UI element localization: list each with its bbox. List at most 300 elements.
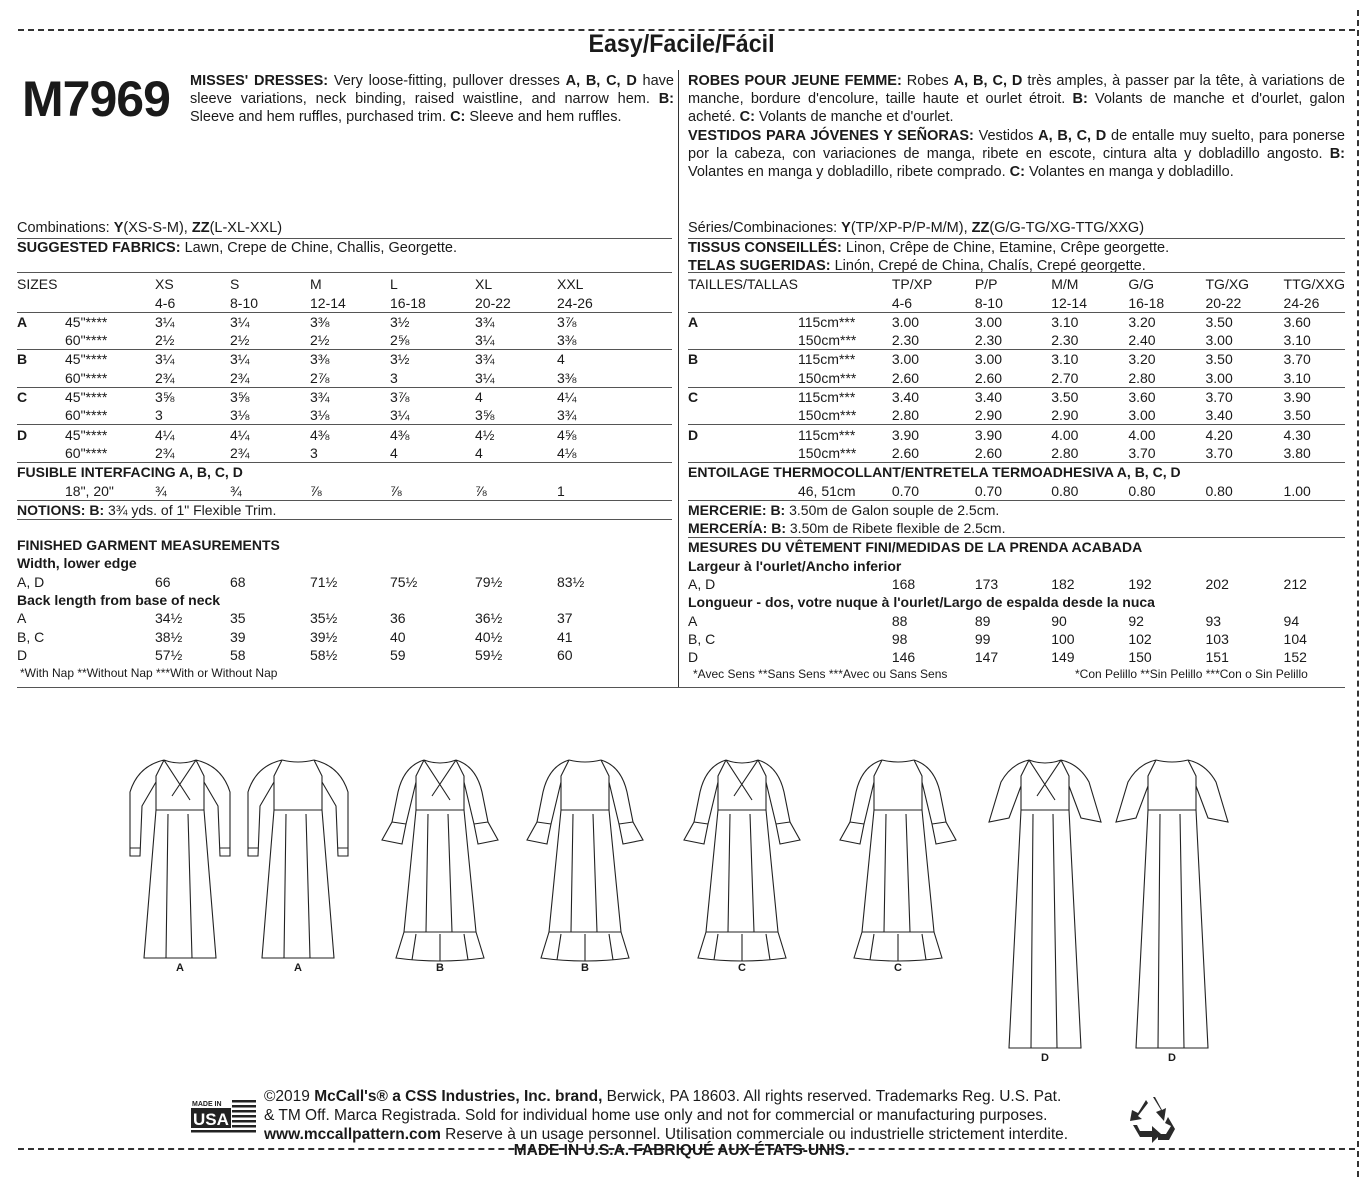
- table-cell: 2.30: [974, 332, 1003, 349]
- table-cell: 3¾: [557, 407, 577, 424]
- table-cell: 103: [1205, 630, 1229, 647]
- table-cell: 16-18: [390, 294, 426, 311]
- nap-legend-fr: *Avec Sens **Sans Sens ***Avec ou Sans Sens: [693, 667, 948, 681]
- table-cell: 3¼: [155, 350, 230, 369]
- table-cell: 3¼: [155, 312, 230, 331]
- back-length-row: [17, 646, 672, 664]
- table-cell: 89: [974, 612, 991, 629]
- table-cell: G/G: [1128, 276, 1155, 293]
- table-cell: 36½: [475, 610, 503, 627]
- table-cell: 115cm***: [798, 312, 892, 331]
- measurements-header: [17, 536, 672, 554]
- table-cell: 3⅝: [230, 387, 310, 406]
- table-cell: 45"****: [65, 425, 155, 444]
- table-cell: C: [688, 387, 798, 406]
- table-cell: 4⅜: [310, 425, 390, 444]
- table-cell: [688, 293, 798, 312]
- table-cell: 3.40: [1205, 407, 1233, 424]
- table-cell: 3.90: [975, 425, 1051, 444]
- table-cell: 1.00: [1283, 482, 1311, 499]
- table-cell: 20-22: [1205, 294, 1242, 311]
- table-cell: 3.70: [1205, 444, 1233, 461]
- table-cell: B: [17, 350, 65, 369]
- table-cell: 0.80: [1205, 482, 1233, 499]
- table-cell: 39: [230, 628, 246, 645]
- svg-text:MADE IN: MADE IN: [192, 1101, 222, 1108]
- table-cell: 3⅜: [557, 369, 577, 386]
- table-cell: 192: [1128, 576, 1152, 593]
- table-cell: 150: [1128, 649, 1152, 666]
- section-label: ENTOILAGE THERMOCOLLANT/ENTRETELA TERMOADHESIVA A, B, C, D: [688, 462, 1345, 481]
- notions-row: [17, 500, 672, 519]
- table-cell: [17, 368, 65, 387]
- table-cell: 3.50: [1283, 407, 1311, 424]
- table-cell: 168: [891, 576, 916, 593]
- table-cell: [798, 630, 892, 648]
- table-cell: 2.60: [891, 369, 920, 386]
- notions-row-fr: [688, 500, 1345, 519]
- difficulty-title: Easy/Facile/Fácil: [588, 30, 775, 58]
- garment-view-d-front: [985, 752, 1105, 1056]
- table-cell: 75½: [390, 573, 418, 590]
- table-cell: 60"****: [65, 407, 108, 424]
- table-cell: 3⅝: [155, 387, 230, 406]
- table-cell: XXL: [557, 276, 584, 293]
- table-cell: 4.00: [1128, 425, 1205, 444]
- dress-outline: [130, 760, 230, 958]
- table-cell: 46, 51cm: [797, 482, 856, 499]
- table-cell: 2½: [230, 332, 250, 349]
- table-cell: 3.60: [1128, 387, 1205, 406]
- dress-outline: [382, 760, 498, 961]
- section-label: MERCERIE: B: 3.50m de Galon souple de 2.5cm.: [688, 500, 1345, 519]
- table-cell: 16-18: [1128, 294, 1165, 311]
- table-cell: 0.80: [1128, 482, 1156, 499]
- cut-line-right: [1357, 10, 1359, 1177]
- table-cell: 3¼: [230, 312, 310, 331]
- table-cell: 2.80: [891, 407, 920, 424]
- width-label: [688, 556, 1345, 574]
- table-cell: 4: [557, 350, 672, 369]
- view-label: B: [436, 962, 444, 974]
- table-cell: 3.20: [1128, 312, 1205, 331]
- yardage-table-fr: [688, 275, 1345, 666]
- table-cell: 3.50: [1051, 387, 1128, 406]
- table-cell: 71½: [310, 573, 338, 590]
- column-divider: [678, 70, 679, 688]
- dress-outline: [989, 760, 1101, 1048]
- table-cell: 3⅛: [230, 407, 250, 424]
- table-cell: TTG/XXG: [1283, 276, 1345, 293]
- dress-outline: [248, 760, 348, 958]
- table-cell: 104: [1283, 630, 1307, 647]
- table-cell: 3: [155, 407, 163, 424]
- table-cell: 2½: [310, 332, 330, 349]
- view-label: D: [1168, 1052, 1176, 1064]
- table-cell: 0.70: [974, 482, 1003, 499]
- table-cell: 4: [390, 444, 398, 461]
- fabrics-en: SUGGESTED FABRICS: Lawn, Crepe de Chine, Challis, Georgette.: [17, 240, 458, 256]
- table-cell: 94: [1283, 612, 1300, 629]
- table-cell: 3: [310, 444, 318, 461]
- table-cell: 66: [155, 573, 171, 590]
- table-cell: 59½: [475, 646, 503, 663]
- table-cell: 102: [1128, 630, 1152, 647]
- fabrics-fr: TISSUS CONSEILLÉS: Linon, Crêpe de Chine, Etamine, Crêpe georgette.: [688, 240, 1170, 256]
- table-cell: 12-14: [1051, 294, 1087, 311]
- garment-view-a-back: [238, 752, 358, 966]
- table-cell: 3.40: [975, 387, 1051, 406]
- table-cell: 4-6: [891, 294, 913, 311]
- yardage-row: [688, 406, 1345, 425]
- table-cell: 3.00: [892, 350, 975, 369]
- garment-view-c-front: [682, 752, 802, 966]
- table-cell: 2.40: [1128, 332, 1156, 349]
- table-cell: 3.00: [892, 312, 975, 331]
- table-cell: 39½: [310, 628, 338, 645]
- combinations-fr: Séries/Combinaciones: Y(TP/XP-P/P-M/M), ZZ(G/G-TG/XG-TTG/XXG): [688, 220, 1145, 236]
- table-cell: 150cm***: [797, 332, 857, 349]
- sizes-header-row: [688, 275, 1345, 293]
- view-label: B: [581, 962, 589, 974]
- back-length-label: [688, 593, 1345, 611]
- garment-view-c-back: [838, 752, 958, 966]
- table-cell: 3⅝: [475, 407, 495, 424]
- pattern-number: M7969: [22, 71, 170, 127]
- table-cell: [65, 293, 155, 312]
- table-cell: 98: [891, 630, 908, 647]
- made-in-usa-badge: [188, 1097, 258, 1137]
- table-cell: 146: [891, 649, 916, 666]
- back-length-row: [688, 630, 1345, 648]
- table-cell: 2¾: [230, 444, 250, 461]
- table-cell: 3: [390, 369, 398, 386]
- table-cell: 20-22: [475, 294, 511, 311]
- section-label: Longueur - dos, votre nuque à l'ourlet/Largo de espalda desde la nuca: [688, 594, 1155, 611]
- table-cell: 4⅛: [557, 444, 577, 461]
- table-cell: 3.00: [975, 312, 1051, 331]
- table-cell: 2.80: [1051, 444, 1079, 461]
- table-cell: 45"****: [65, 350, 155, 369]
- table-cell: 2¾: [155, 369, 175, 386]
- table-cell: 152: [1283, 649, 1307, 666]
- table-cell: 150cm***: [797, 444, 857, 461]
- table-cell: [17, 481, 65, 500]
- yardage-row: [688, 444, 1345, 463]
- table-cell: 12-14: [310, 294, 346, 311]
- table-cell: 88: [891, 612, 908, 629]
- table-cell: [17, 406, 65, 425]
- table-cell: 2.60: [891, 444, 920, 461]
- table-cell: A: [688, 312, 798, 331]
- table-cell: 60"****: [65, 444, 108, 461]
- rule: [17, 687, 1345, 688]
- back-length-label: [17, 591, 672, 609]
- table-cell: 57½: [155, 646, 183, 663]
- table-cell: 3¼: [390, 407, 410, 424]
- table-cell: 2.80: [1128, 369, 1156, 386]
- table-cell: 58: [230, 646, 246, 663]
- table-cell: 4.20: [1206, 425, 1284, 444]
- table-cell: P/P: [974, 276, 998, 293]
- yardage-row: [17, 406, 672, 425]
- yardage-row: [688, 331, 1345, 350]
- table-cell: [798, 648, 892, 666]
- table-cell: 3.10: [1283, 369, 1311, 386]
- table-cell: 2.70: [1051, 369, 1079, 386]
- table-cell: 4⅜: [390, 425, 475, 444]
- interfacing-header: [688, 462, 1345, 481]
- table-cell: 2½: [155, 332, 175, 349]
- recycle-icon: [1128, 1095, 1178, 1143]
- table-cell: [688, 406, 798, 425]
- table-cell: 4.30: [1284, 425, 1345, 444]
- table-cell: [17, 331, 65, 350]
- table-cell: 3½: [390, 312, 475, 331]
- interfacing-row: [17, 481, 672, 500]
- table-cell: 2.30: [1051, 332, 1079, 349]
- table-cell: 8-10: [230, 294, 259, 311]
- fabrics-es: TELAS SUGERIDAS: Linón, Crepé de China, Chalís, Crepé georgette.: [688, 258, 1146, 274]
- table-cell: D: [17, 425, 65, 444]
- sizes-header-row: [17, 275, 672, 293]
- table-cell: 4⅝: [557, 425, 672, 444]
- table-cell: 60"****: [65, 369, 108, 386]
- table-cell: TP/XP: [891, 276, 933, 293]
- table-cell: 4¼: [557, 387, 672, 406]
- view-label: A: [176, 962, 184, 974]
- garment-view-d-back: [1112, 752, 1232, 1056]
- table-cell: 45"****: [65, 312, 155, 331]
- table-cell: S: [230, 276, 240, 293]
- table-cell: 150cm***: [797, 369, 857, 386]
- table-cell: 4¼: [155, 425, 230, 444]
- table-cell: 3¼: [475, 332, 495, 349]
- table-cell: 2⅞: [310, 369, 330, 386]
- rule: [688, 272, 1345, 273]
- section-label: Largeur à l'ourlet/Ancho inferior: [688, 557, 902, 574]
- interfacing-header: [17, 462, 672, 481]
- description-fr: ROBES POUR JEUNE FEMME: Robes A, B, C, D très amples, à passer par la tête, à variations de manche, bordure d'encolure, taille haute et ourlet étroit. B: Volants de manche et d'ourlet, galon acheté. C: Volants de manche et d'ourlet.: [688, 73, 1345, 125]
- table-cell: M/M: [1051, 276, 1079, 293]
- table-cell: 24-26: [1283, 294, 1320, 311]
- yardage-row: [688, 350, 1345, 369]
- yardage-row: [17, 425, 672, 444]
- table-cell: XL: [475, 276, 493, 293]
- table-cell: 2¾: [230, 369, 250, 386]
- section-label: FUSIBLE INTERFACING A, B, C, D: [17, 462, 672, 481]
- table-cell: [798, 275, 892, 293]
- table-cell: 3½: [390, 350, 475, 369]
- table-cell: 40: [390, 628, 406, 645]
- table-cell: 3¼: [475, 369, 495, 386]
- table-cell: ⅞: [475, 482, 487, 499]
- table-cell: 4¼: [230, 425, 310, 444]
- view-label: C: [894, 962, 902, 974]
- rule: [17, 272, 672, 273]
- sizes-subheader-row: [17, 293, 672, 312]
- table-cell: B: [688, 350, 798, 369]
- table-cell: [688, 368, 798, 387]
- table-cell: 3.80: [1283, 444, 1311, 461]
- table-cell: 115cm***: [798, 350, 892, 369]
- table-cell: 38½: [155, 628, 183, 645]
- table-cell: 3.00: [975, 350, 1051, 369]
- dress-outline: [1116, 760, 1228, 1048]
- table-cell: 83½: [557, 573, 585, 590]
- table-cell: 59: [390, 646, 406, 663]
- made-in-notice: MADE IN U.S.A. FABRIQUÉ AUX ÉTATS-UNIS.: [513, 1142, 850, 1159]
- section-label: Width, lower edge: [17, 555, 137, 572]
- table-cell: 37: [557, 610, 573, 627]
- table-cell: [798, 611, 892, 629]
- table-cell: 93: [1205, 612, 1222, 629]
- table-cell: 1: [557, 482, 565, 499]
- table-cell: 3⅞: [390, 387, 475, 406]
- table-cell: 115cm***: [798, 425, 892, 444]
- table-cell: 147: [974, 649, 999, 666]
- table-cell: 3¾: [475, 350, 557, 369]
- table-cell: 2⅝: [390, 332, 410, 349]
- table-cell: [65, 609, 155, 627]
- table-cell: 202: [1205, 576, 1229, 593]
- table-cell: 3.70: [1128, 444, 1156, 461]
- section-label: MERCERÍA: B: 3.50m de Ribete flexible de 2.5cm.: [688, 520, 1006, 537]
- table-cell: [688, 481, 798, 500]
- table-cell: L: [390, 276, 398, 293]
- measurements-header: [688, 538, 1345, 557]
- table-cell: TAILLES/TALLAS: [688, 276, 798, 293]
- table-cell: 79½: [475, 573, 503, 590]
- table-cell: 3⅜: [557, 332, 577, 349]
- yardage-row: [17, 444, 672, 463]
- table-cell: [65, 627, 155, 645]
- table-cell: 3.10: [1283, 332, 1311, 349]
- table-cell: 100: [1051, 630, 1075, 647]
- table-cell: A: [688, 612, 698, 629]
- section-label: [17, 519, 672, 536]
- spacer-row: [17, 519, 672, 536]
- copyright-footer: ©2019 McCall's® a CSS Industries, Inc. brand, Berwick, PA 18603. All rights reserved. Trademarks Reg. U.S. Pat. & TM Off. Marca Registrada. Sold for individual home use only and not for commercial or manufacturing purposes. www.mccallpattern.com Reserve à un usage personnel. Utilisation commerciale ou industrielle strictement interdite.: [264, 1088, 1069, 1143]
- table-cell: 4½: [475, 425, 557, 444]
- table-cell: A: [17, 610, 27, 627]
- table-cell: 3.00: [1205, 332, 1233, 349]
- table-cell: B, C: [688, 630, 716, 647]
- garment-view-b-front: [380, 752, 500, 966]
- garment-view-b-back: [525, 752, 645, 966]
- table-cell: 92: [1128, 612, 1144, 629]
- table-cell: [17, 444, 65, 463]
- dress-outline: [840, 760, 956, 961]
- table-cell: 3⅛: [310, 407, 330, 424]
- width-row: [688, 575, 1345, 593]
- table-cell: 3.40: [892, 387, 975, 406]
- table-cell: 45"****: [65, 387, 155, 406]
- table-cell: ¾: [155, 482, 167, 499]
- yardage-row: [688, 368, 1345, 387]
- table-cell: 3.10: [1051, 312, 1128, 331]
- yardage-row: [17, 331, 672, 350]
- table-cell: 60"****: [65, 332, 108, 349]
- table-cell: 3.60: [1284, 312, 1345, 331]
- combinations-en: Combinations: Y(XS-S-M), ZZ(L-XL-XXL): [17, 220, 283, 236]
- yardage-row: [688, 387, 1345, 406]
- table-cell: 151: [1205, 649, 1229, 666]
- table-cell: 99: [974, 630, 991, 647]
- table-cell: 3⅜: [310, 350, 390, 369]
- section-label: NOTIONS: B: 3¾ yds. of 1" Flexible Trim.: [17, 500, 672, 519]
- table-cell: [17, 293, 65, 312]
- table-cell: 212: [1283, 576, 1307, 593]
- table-cell: 24-26: [557, 294, 593, 311]
- table-cell: 3¼: [230, 350, 310, 369]
- table-cell: 3.90: [1284, 387, 1345, 406]
- table-cell: 4.00: [1051, 425, 1128, 444]
- table-cell: [798, 293, 892, 312]
- table-cell: 58½: [310, 646, 338, 663]
- table-cell: D: [688, 425, 798, 444]
- table-cell: 3.50: [1206, 312, 1284, 331]
- back-length-row: [688, 648, 1345, 666]
- notions-row-es: [688, 519, 1345, 538]
- table-cell: 60: [557, 646, 573, 663]
- section-label: FINISHED GARMENT MEASUREMENTS: [17, 537, 280, 554]
- sizes-subheader-row: [688, 293, 1345, 312]
- table-cell: 4: [475, 444, 483, 461]
- table-cell: M: [310, 276, 322, 293]
- yardage-row: [688, 425, 1345, 444]
- table-cell: A: [17, 312, 65, 331]
- nap-legend-en: *With Nap **Without Nap ***With or Without Nap: [20, 666, 278, 680]
- table-cell: [798, 575, 892, 593]
- table-cell: 173: [974, 576, 999, 593]
- garment-view-a-front: [120, 752, 240, 966]
- table-cell: 3.70: [1284, 350, 1345, 369]
- table-cell: 3.20: [1128, 350, 1205, 369]
- table-cell: C: [17, 387, 65, 406]
- width-label: [17, 554, 672, 572]
- section-label: Back length from base of neck: [17, 592, 221, 609]
- table-cell: XS: [155, 276, 174, 293]
- table-cell: 3¾: [310, 387, 390, 406]
- table-cell: A, D: [17, 573, 45, 590]
- table-cell: 90: [1051, 612, 1067, 629]
- table-cell: 40½: [475, 628, 503, 645]
- table-cell: A, D: [688, 576, 716, 593]
- table-cell: 68: [230, 573, 246, 590]
- table-cell: 3⅜: [310, 312, 390, 331]
- table-cell: 3.70: [1206, 387, 1284, 406]
- yardage-table-en: [17, 275, 672, 664]
- table-cell: SIZES: [17, 276, 58, 293]
- table-cell: 34½: [155, 610, 183, 627]
- table-cell: 2.90: [1051, 407, 1079, 424]
- description-en: MISSES' DRESSES: Very loose-fitting, pullover dresses A, B, C, D have sleeve variations, neck binding, raised waistline, and narrow hem. B: Sleeve and hem ruffles, purchased trim. C: Sleeve and hem ruffles.: [190, 73, 674, 125]
- table-cell: 3⅞: [557, 312, 672, 331]
- back-length-row: [17, 609, 672, 627]
- nap-legend-es: *Con Pelillo **Sin Pelillo ***Con o Sin Pelillo: [1075, 667, 1308, 681]
- table-cell: ⅞: [310, 482, 322, 499]
- table-cell: 4-6: [155, 294, 176, 311]
- dress-outline: [684, 760, 800, 961]
- table-cell: 115cm***: [798, 387, 892, 406]
- table-cell: 2.60: [974, 444, 1003, 461]
- table-cell: 2¾: [155, 444, 175, 461]
- table-cell: D: [688, 649, 699, 666]
- table-cell: 149: [1051, 649, 1075, 666]
- yardage-row: [17, 387, 672, 406]
- view-label: C: [738, 962, 746, 974]
